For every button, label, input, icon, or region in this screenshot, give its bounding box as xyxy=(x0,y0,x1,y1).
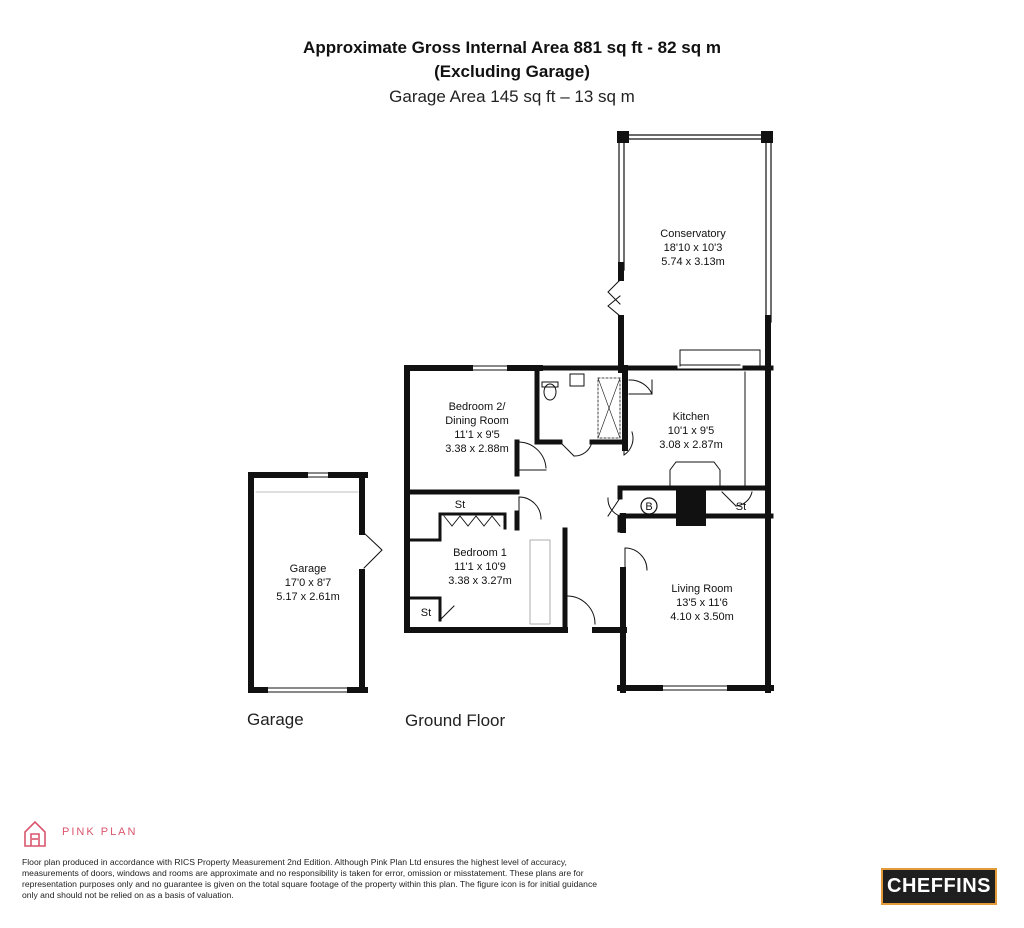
conservatory-name: Conservatory xyxy=(660,228,726,240)
bedroom2-metric: 3.38 x 2.88m xyxy=(445,443,509,455)
bedroom2-name2: Dining Room xyxy=(445,415,509,427)
store-label-bedroom1-lower: St xyxy=(420,607,432,619)
kitchen-metric: 3.08 x 2.87m xyxy=(659,439,723,451)
garage-area: Garage Area 145 sq ft – 13 sq m xyxy=(389,87,635,106)
living-room-metric: 4.10 x 3.50m xyxy=(670,611,734,623)
area-title: Approximate Gross Internal Area 881 sq ft - 82 sq m xyxy=(303,38,721,57)
garage-metric: 5.17 x 2.61m xyxy=(276,591,340,603)
living-room-imperial: 13'5 x 11'6 xyxy=(676,597,728,609)
store-label-kitchen: St xyxy=(735,501,747,513)
sink-icon xyxy=(570,374,584,386)
pink-plan-brand: PINK PLAN xyxy=(62,826,138,838)
garage-floor-title: Garage xyxy=(247,710,304,729)
bathroom-walls xyxy=(537,368,625,456)
ground-floor-title: Ground Floor xyxy=(405,711,506,730)
garage-name: Garage xyxy=(289,563,327,575)
living-room-name: Living Room xyxy=(671,583,733,595)
kitchen-imperial: 10'1 x 9'5 xyxy=(667,425,715,437)
bedroom1-metric: 3.38 x 3.27m xyxy=(448,575,512,587)
bedroom1-name: Bedroom 1 xyxy=(453,547,507,559)
kitchen-name: Kitchen xyxy=(672,411,710,423)
cheffins-logo: CHEFFINS xyxy=(881,868,997,905)
bedroom2-name: Bedroom 2/ xyxy=(448,401,506,413)
conservatory-metric: 5.74 x 3.13m xyxy=(661,256,725,268)
bedroom1-imperial: 11'1 x 10'9 xyxy=(454,561,506,573)
disclaimer-text: Floor plan produced in accordance with RICS Property Measurement 2nd Edition. Although Pink Plan Ltd ensures the highest level of accuracy, measurements of doors, windows and rooms are approximate and no responsibility is taken for error, omission or misstatement. These plans are for representation purposes only and no guarantee is given on the total square footage of the property within this plan. The figure icon is for initial guidance only and should not be relied on as a basis of valuation. xyxy=(22,857,598,900)
area-subtitle: (Excluding Garage) xyxy=(434,62,590,81)
boiler-label: B xyxy=(645,501,653,513)
store-label-bedroom1: St xyxy=(454,499,466,511)
conservatory-imperial: 18'10 x 10'3 xyxy=(663,242,723,254)
toilet-icon xyxy=(544,384,556,400)
garage-imperial: 17'0 x 8'7 xyxy=(284,577,332,589)
house-logo-icon xyxy=(25,822,45,846)
bedroom2-imperial: 11'1 x 9'5 xyxy=(454,429,500,441)
chimney-breast xyxy=(676,490,706,526)
